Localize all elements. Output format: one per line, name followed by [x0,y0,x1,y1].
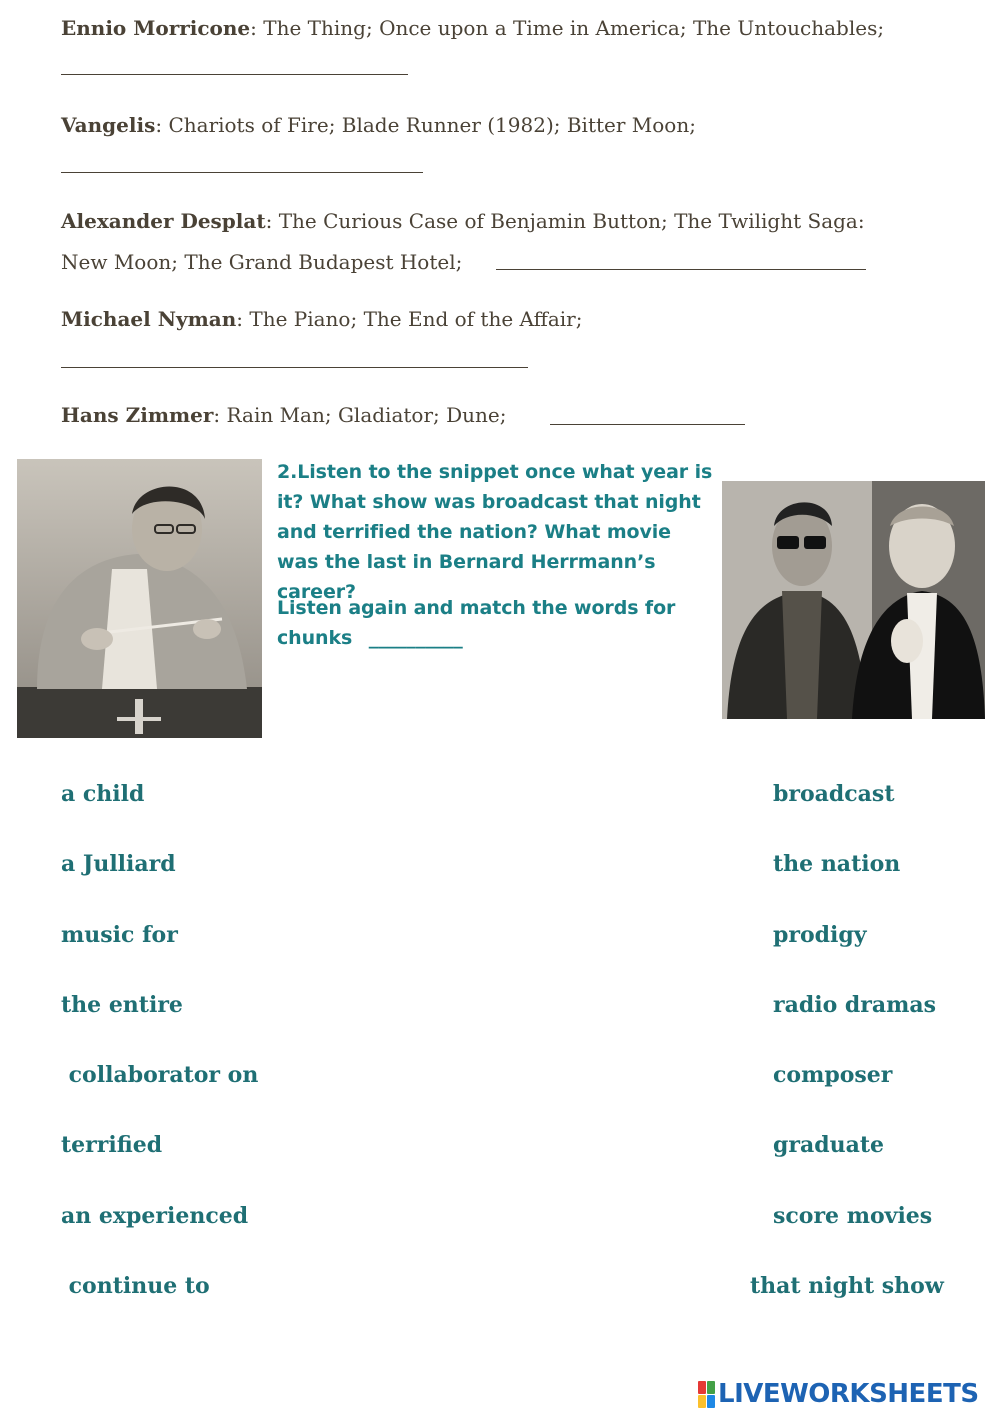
left-word-5[interactable]: collaborator on [61,1062,259,1088]
composer-line-nyman [61,305,582,333]
composer-name: Alexander Desplat [61,209,266,233]
right-word-2[interactable]: the nation [773,851,901,877]
conductor-photo-illustration [17,459,262,738]
liveworksheets-logo-icon [698,1381,715,1408]
composer-name: Michael Nyman [61,307,237,331]
left-word-6[interactable]: terrified [61,1132,163,1158]
liveworksheets-logo [698,1379,979,1409]
composer-line-zimmer [61,401,506,429]
left-word-1[interactable]: a child [61,781,145,807]
answer-blank[interactable] [61,172,423,173]
composer-name: Vangelis [61,113,156,137]
conductor-photo [17,459,262,738]
left-word-7[interactable]: an experienced [61,1203,249,1229]
task-2-instructions: 2.Listen to the snippet once what year is it? What show was broadcast that night and terrified the nation? What movie was the last in Bernard Herrmann’s career? [277,461,713,603]
answer-blank[interactable] [550,424,745,425]
composer-line-desplat-2 [61,248,462,276]
right-word-8[interactable]: that night show [750,1273,944,1299]
right-word-5[interactable]: composer [773,1062,893,1088]
answer-blank[interactable] [61,74,408,75]
answer-blank[interactable] [61,367,528,368]
composer-films: : The Thing; Once upon a Time in America; The Untouchables; [250,16,885,40]
composer-line-vangelis [61,111,696,139]
left-word-8[interactable]: continue to [61,1273,210,1299]
left-word-2[interactable]: a Julliard [61,851,176,877]
left-word-4[interactable]: the entire [61,992,183,1018]
composer-name: Hans Zimmer [61,403,214,427]
composer-line-desplat [61,207,865,235]
right-word-4[interactable]: radio dramas [773,992,937,1018]
composer-films: : The Piano; The End of the Affair; [236,307,583,331]
composer-line-morricone [61,14,884,42]
composer-name: Ennio Morricone [61,16,251,40]
logo-text: LIVEWORKSHEETS [718,1379,979,1409]
answer-blank[interactable] [496,269,866,270]
herrmann-hitchcock-photo [722,481,985,719]
match-instructions [277,593,717,653]
composer-films: : Rain Man; Gladiator; Dune; [213,403,507,427]
right-word-1[interactable]: broadcast [773,781,895,807]
left-word-3[interactable]: music for [61,922,178,948]
match-instructions-text: Listen again and match the words for chunks [277,597,676,649]
herrmann-hitchcock-photo-illustration [722,481,985,719]
right-word-7[interactable]: score movies [773,1203,933,1229]
right-word-6[interactable]: graduate [773,1132,885,1158]
right-word-3[interactable]: prodigy [773,922,867,948]
composer-films: New Moon; The Grand Budapest Hotel; [61,250,463,274]
match-blank[interactable]: __________ [368,627,463,649]
composer-films: : The Curious Case of Benjamin Button; The Twilight Saga: [265,209,865,233]
composer-films: : Chariots of Fire; Blade Runner (1982); Bitter Moon; [155,113,696,137]
